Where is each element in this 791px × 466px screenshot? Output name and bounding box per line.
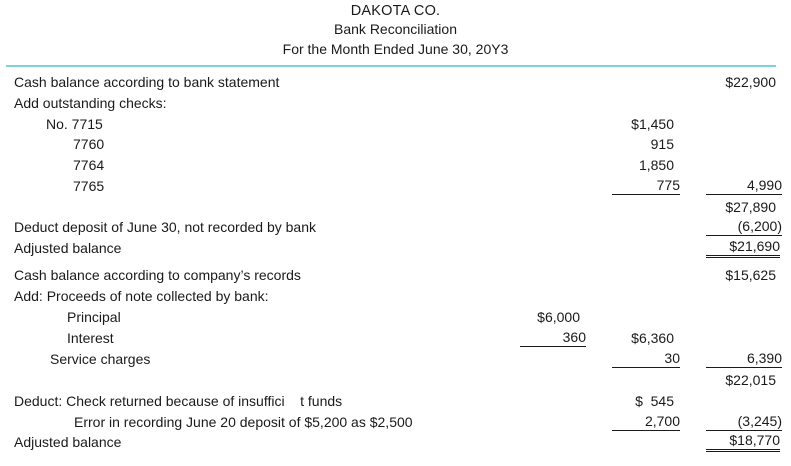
company-name: DAKOTA CO. (350, 3, 441, 19)
amount-col3: $27,890 (725, 199, 776, 215)
row-label: 7764 (73, 157, 105, 173)
row-adjusted-balance-company (0, 432, 791, 452)
amount-col2: $1,450 (631, 116, 674, 132)
row-label: Deduct: Check returned because of insuffici t funds (14, 393, 343, 409)
row-add-note-proceeds (0, 286, 791, 306)
row-label: Add: Proceeds of note collected by bank: (14, 288, 269, 304)
row-label: Adjusted balance (14, 434, 122, 450)
row-bank-balance (0, 72, 791, 92)
row-interest (0, 328, 791, 348)
amount-col1: 360 (520, 328, 586, 347)
amount-col3: (3,245) (706, 412, 782, 431)
row-label: Cash balance according to company’s records (14, 267, 301, 283)
header-divider (6, 65, 776, 67)
amount-col3: (6,200) (706, 217, 782, 236)
amount-col2: 915 (650, 136, 674, 152)
row-label: Deduct deposit of June 30, not recorded by bank (14, 219, 316, 235)
row-deduct-deposit (0, 217, 791, 237)
statement-title: Bank Reconciliation (334, 21, 457, 37)
amount-col2: 1,850 (638, 157, 674, 173)
amount-col2: $ 545 (635, 393, 674, 409)
amount-col3: $22,015 (725, 372, 776, 388)
row-label: Service charges (50, 351, 151, 367)
amount-col3: $21,690 (706, 238, 780, 258)
row-label: Principal (67, 309, 121, 325)
row-add-outstanding-checks (0, 93, 791, 113)
row-deduct-returned-check (0, 391, 791, 411)
amount-col3: $15,625 (725, 267, 776, 283)
row-label: 7760 (73, 136, 105, 152)
amount-col3: 6,390 (706, 349, 782, 368)
row-check-7764 (0, 155, 791, 175)
row-adjusted-balance-bank (0, 238, 791, 258)
statement-period: For the Month Ended June 30, 20Y3 (282, 41, 509, 57)
row-label: 7765 (73, 178, 105, 194)
amount-col3: $18,770 (706, 432, 780, 452)
amount-col2: 775 (612, 176, 680, 195)
row-subtotal-company (0, 370, 791, 390)
row-check-7760 (0, 134, 791, 154)
amount-col3: 4,990 (706, 176, 782, 195)
amount-col2: 2,700 (612, 412, 680, 431)
row-subtotal (0, 197, 791, 217)
amount-col3: $22,900 (725, 74, 776, 90)
amount-col1: $6,000 (537, 309, 580, 325)
row-service-charges (0, 349, 791, 369)
row-label: Add outstanding checks: (14, 95, 167, 111)
row-deposit-error (0, 412, 791, 432)
amount-col2: $6,360 (631, 330, 674, 346)
row-principal (0, 307, 791, 327)
row-label: No. 7715 (46, 116, 103, 132)
row-label: Interest (67, 330, 114, 346)
row-label: Adjusted balance (14, 240, 122, 256)
row-company-balance (0, 265, 791, 285)
amount-col2: 30 (612, 349, 680, 368)
row-check-7715 (0, 114, 791, 134)
row-label: Error in recording June 20 deposit of $5,200 as $2,500 (74, 414, 413, 430)
row-label: Cash balance according to bank statement (14, 74, 280, 90)
row-check-7765 (0, 176, 791, 196)
